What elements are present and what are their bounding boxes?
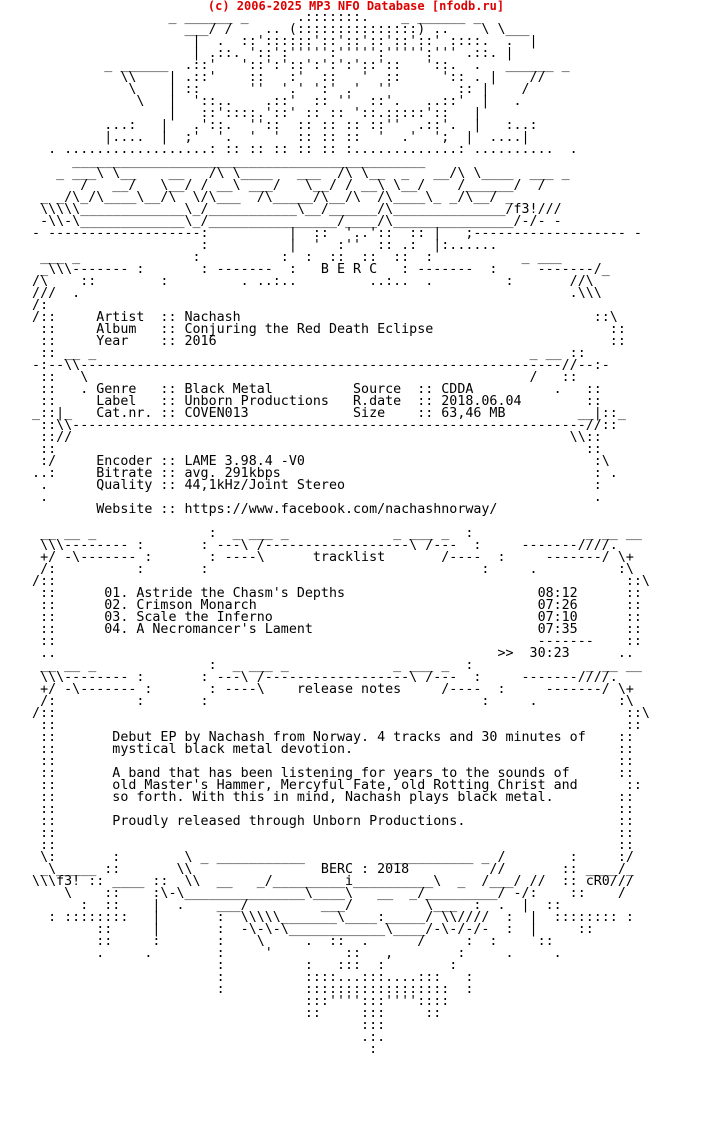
nfo-line: :: Label :: Unborn Productions R.date :: 2018.06.04 :: bbox=[16, 394, 602, 409]
nfo-line: ..: Bitrate :: avg. 291kbps : . bbox=[16, 466, 618, 481]
nfo-line: -\\-\_____________\_/________________/____/\_______________/-/- - bbox=[16, 214, 562, 229]
nfo-line: :/ Encoder :: LAME 3.98.4 -V0 :\ bbox=[16, 454, 610, 469]
nfo-line: ::// \\:: bbox=[16, 430, 602, 445]
nfo-line: /: : : : . :\ bbox=[16, 562, 634, 577]
nfo-line: _ ___\ \__ __ /\ \____ ___ /\ \__ _ __/\ \____ ___ _ bbox=[16, 166, 570, 181]
nfo-line: \ | :: '' '.' ':' .' '' :: | / bbox=[16, 82, 530, 97]
nfo-line: :: :: bbox=[16, 826, 634, 841]
nfo-line: :: 01. Astride the Chasm's Depths 08:12 :: bbox=[16, 586, 642, 601]
nfo-line: -:--\\------------------------------------------------------------//--:- bbox=[16, 358, 610, 373]
nfo-line: \: : \ _ ___________ ___________ _ / : :/ bbox=[16, 850, 634, 865]
nfo-line: +/ -\------- : : ----\ release notes /---- : -------/ \+ bbox=[16, 682, 634, 697]
nfo-line: : : ::: : : bbox=[16, 958, 458, 973]
nfo-line: :: so forth. With this in mind, Nachash plays black metal. :: bbox=[16, 790, 634, 805]
nfo-line: _ ______ .::' '::':'::':':':'::':: '::. . ______ _ bbox=[16, 58, 570, 73]
nfo-line: . . bbox=[16, 490, 602, 505]
nfo-line: _ _/\_/\____\__/\ \/\___ /\_____/\__/\ /\____\_ _/\__/ _ bbox=[16, 190, 514, 205]
nfo-line: ____________________________________________ bbox=[16, 154, 426, 169]
nfo-line: :: A band that has been listening for years to the sounds of :: bbox=[16, 766, 634, 781]
nfo-line: :: :: bbox=[16, 754, 634, 769]
nfo-line: |.... | ;' '. ' ' :: :: :: ' .' '; | ....| bbox=[16, 130, 530, 145]
nfo-line: :: | : -\-\-\____________\____/-\-/-/- : | :: bbox=[16, 922, 594, 937]
nfo-line: :: mystical black metal devotion. :: bbox=[16, 742, 634, 757]
nfo-line: .. >> 30:23 .. bbox=[16, 646, 634, 661]
nfo-line: :: Proudly released through Unborn Productions. :: bbox=[16, 814, 634, 829]
nfo-ascii-art bbox=[16, 12, 650, 1056]
nfodb-header-title: (c) 2006-2025 MP3 NFO Database [nfodb.ru] bbox=[207, 0, 505, 13]
nfo-line: Website :: https://www.facebook.com/nachashnorway/ bbox=[16, 502, 498, 517]
nfo-line: : | ' :'' :: .: |:...... bbox=[16, 238, 498, 253]
nfo-line: _::|_ Cat.nr. :: COVEN013 Size :: 63,46 MB __|::_ bbox=[16, 406, 626, 421]
nfo-line: :: :: bbox=[16, 718, 642, 733]
nfo-line: /// . .\\\ bbox=[16, 286, 602, 301]
nfo-line: | .::. '::':''''':''''':''''':''' .::. | bbox=[16, 46, 514, 61]
nfo-line: \ | '::.. .::' :: '' ::'. ..::' | . bbox=[16, 94, 522, 109]
nfo-line: \ :: :\-\_______________\____\ __ _/_________/ -/: :: / bbox=[16, 886, 626, 901]
nfo-line: :: : : \ . :: . / : : :: bbox=[16, 934, 554, 949]
nfo-line: ::: bbox=[16, 1018, 386, 1033]
nfo-line: :: 03. Scale the Inferno 07:10 :: bbox=[16, 610, 642, 625]
nfo-line: :: :: bbox=[16, 802, 634, 817]
nfo-line: : :::::::: | : \\\\\_______\____:_____/ \\//// : | :::::::: : bbox=[16, 910, 634, 925]
nfo-line: _ ______ _ .:::::::. _ ______ _ bbox=[16, 10, 482, 25]
nfo-line: ___ _ : : : :: :: :: : _ ___ bbox=[16, 250, 562, 265]
nfo-line: /:: ::\ bbox=[16, 706, 650, 721]
nfo-line: :: . Genre :: Black Metal Source :: CDDA . :: bbox=[16, 382, 602, 397]
nfo-line: /:: Artist :: Nachash ::\ bbox=[16, 310, 618, 325]
nfo-line: __ __ _ : _ ___ _ _ ___ _ : _ __ __ bbox=[16, 658, 642, 673]
nfo-line: :: Album :: Conjuring the Red Death Eclipse :: bbox=[16, 322, 626, 337]
nfo-line: :: Debut EP by Nachash from Norway. 4 tracks and 30 minutes of :: bbox=[16, 730, 634, 745]
nfo-line: :: ::: :: bbox=[16, 1006, 442, 1021]
nfo-line: _\_____ :: \\ BERC : 2018 // :: ____/_ bbox=[16, 862, 634, 877]
nfo-line: __ __ _ : _ ___ _ _ ___ _ : _ __ __ bbox=[16, 526, 642, 541]
nfo-line: \\\-------- : : ---\ /------------------\ /--- : -------////. bbox=[16, 670, 618, 685]
nfo-line: \\\\\_____________\_/___________\__/______/\______________/f3!/// bbox=[16, 202, 562, 217]
nfo-line: :: :: bbox=[16, 838, 634, 853]
nfo-line: | ::'::::.'::' :: :: '::.:::::':: | bbox=[16, 106, 482, 121]
nfo-line: ::\\----------------------------------------------------------------//:: bbox=[16, 418, 618, 433]
nfo-line: :: old Master's Hammer, Mercyful Fate, old Rotting Christ and :: bbox=[16, 778, 642, 793]
nfo-line: :: Year :: 2016 :: bbox=[16, 334, 626, 349]
nfo-line: /:: ::\ bbox=[16, 574, 650, 589]
nfo-line: \\\-------- : : ---\ /------------------\ /--- : -------////. bbox=[16, 538, 618, 553]
nfo-line: | . ::'::::::'::'::'::'::'::' ::::. . | bbox=[16, 34, 538, 49]
nfo-line: :: ------- :: bbox=[16, 634, 642, 649]
nfo-line: :: \ / :: bbox=[16, 370, 578, 385]
nfo-line: . Quality :: 44,1kHz/Joint Stereo : bbox=[16, 478, 602, 493]
nfo-line: _\\\------- : : ------- : B E R C : ------- : -------/_ bbox=[16, 262, 610, 277]
nfo-line: : ::::...:::....::: : bbox=[16, 970, 474, 985]
nfo-line: \\\f3! :: ____ :: \\ __ _/_________i__________\ _ /___/ // :: cR0/// bbox=[16, 874, 634, 889]
nfo-line: / __/ \__/ / __\ ___/ \__/ / __\ \__/ /______/ / bbox=[16, 178, 546, 193]
nfo-line: :: __ _ _ __ :: bbox=[16, 346, 586, 361]
nfo-line: /: : : : . :\ bbox=[16, 694, 634, 709]
nfo-line: : :: | . ___/ ___/ \___ : . | :: bbox=[16, 898, 562, 913]
nfo-line: . . : ' :: , : . . bbox=[16, 946, 562, 961]
nfo-line: : :::::::::::::::::: : bbox=[16, 982, 474, 997]
nfo-line: . ..................: :: :: :: :: :: :.............: .......... . bbox=[16, 142, 578, 157]
nfo-line: +/ -\------- : : ----\ tracklist /---- : -------/ \+ bbox=[16, 550, 634, 565]
nfo-line: ...: | .'::. '':: :: :: :: ::'' .::'. | :..: bbox=[16, 118, 538, 133]
nfo-line: :::'''':::'''':::: bbox=[16, 994, 450, 1009]
nfo-line: :: :: bbox=[16, 442, 602, 457]
nfo-line: :: 02. Crimson Monarch 07:26 :: bbox=[16, 598, 642, 613]
nfo-line: /: bbox=[16, 298, 113, 313]
nfo-line: .:. bbox=[16, 1030, 386, 1045]
nfo-line: :: 04. A Necromancer's Lament 07:35 :: bbox=[16, 622, 642, 637]
nfo-line: : bbox=[16, 1042, 378, 1057]
nfo-line: /\ :: : . ..:.. ..:.. . : //\ bbox=[16, 274, 594, 289]
nfo-line: \\ | .::' :: :' :: ' :: ':: . | // bbox=[16, 70, 546, 85]
nfo-line: ___/ / .. (:::::::::::::::) .. \ \___ bbox=[16, 22, 530, 37]
nfo-line: - -------------------: | :: '..':: :: | ;------------------- - bbox=[16, 226, 642, 241]
